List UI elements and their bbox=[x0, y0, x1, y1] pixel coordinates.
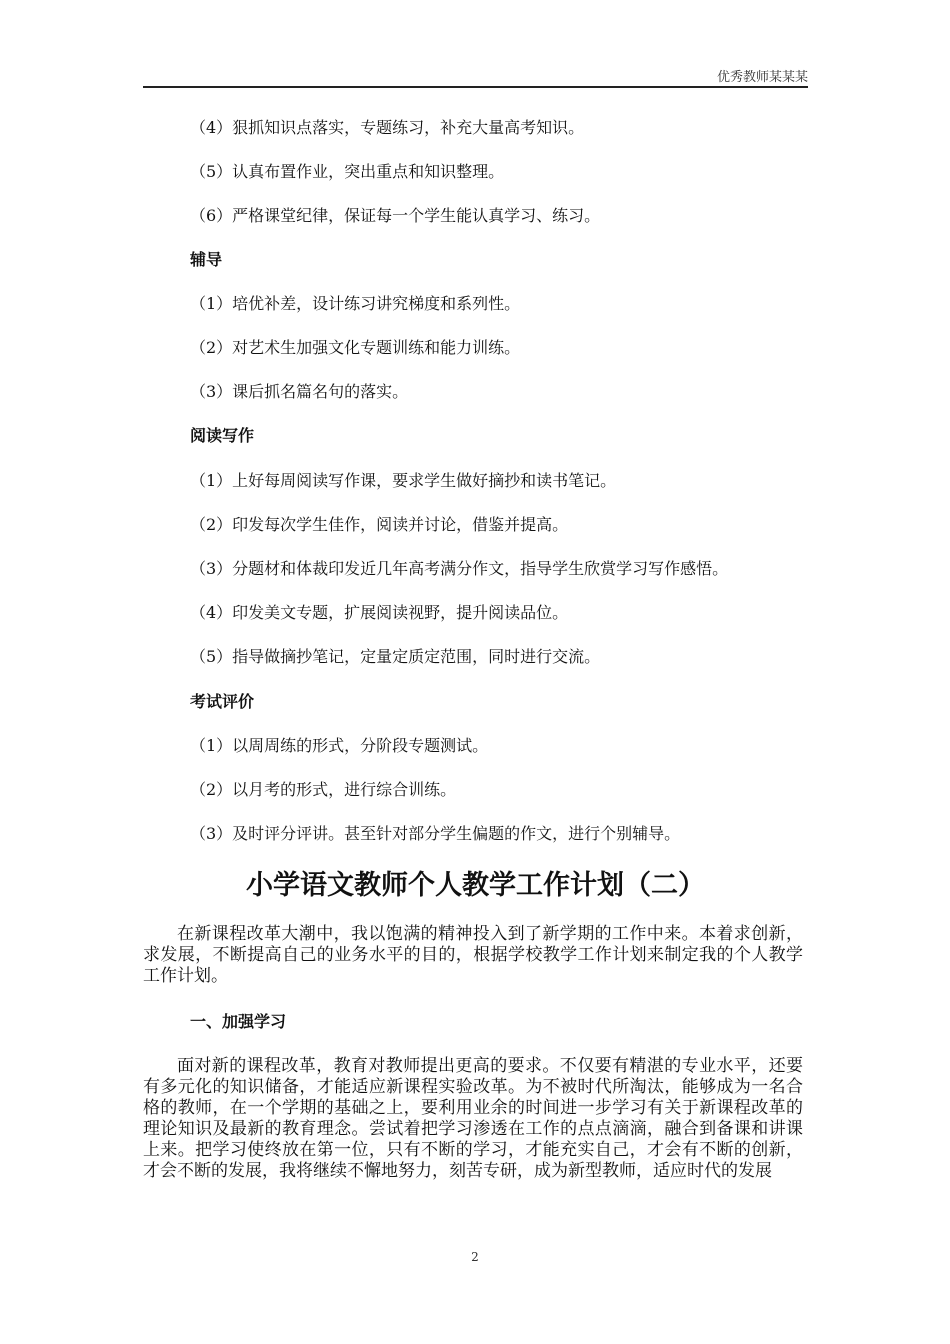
list-item: （4）狠抓知识点落实，专题练习，补充大量高考知识。 bbox=[190, 118, 585, 137]
list-item: （3）分题材和体裁印发近几年高考满分作文，指导学生欣赏学习写作感悟。 bbox=[190, 559, 729, 578]
section-heading: 一、加强学习 bbox=[190, 1012, 287, 1031]
list-item: （2）印发每次学生佳作，阅读并讨论，借鉴并提高。 bbox=[190, 515, 569, 534]
list-item: （2）对艺术生加强文化专题训练和能力训练。 bbox=[190, 338, 521, 357]
list-item: （1）培优补差，设计练习讲究梯度和系列性。 bbox=[190, 294, 521, 313]
list-item: （5）指导做摘抄笔记，定量定质定范围，同时进行交流。 bbox=[190, 647, 601, 666]
list-item: （4）印发美文专题，扩展阅读视野，提升阅读品位。 bbox=[190, 603, 569, 622]
list-item: （5）认真布置作业，突出重点和知识整理。 bbox=[190, 162, 505, 181]
tutoring-heading: 辅导 bbox=[190, 250, 223, 269]
list-item: （2）以月考的形式，进行综合训练。 bbox=[190, 780, 457, 799]
reading-writing-heading: 阅读写作 bbox=[190, 426, 255, 445]
plan-title: 小学语文教师个人教学工作计划（二） bbox=[246, 870, 705, 901]
exam-heading: 考试评价 bbox=[190, 692, 255, 711]
header-author: 优秀教师某某某 bbox=[716, 70, 808, 85]
section-body: 面对新的课程改革，教育对教师提出更高的要求。不仅要有精湛的专业水平，还要有多元化的知识储备，才能适应新课程实验改革。为不被时代所淘汰，能够成为一名合格的教师，在一个学期的基础之上，要利用业余的时间进一步学习有关于新课程改革的理论知识及最新的教育理念。尝试着把学习渗透在工作的点点滴滴，融合到备课和讲课上来。把学习使终放在第一位，只有不断的学习，才能充实自己，才会有不断的创新，才会不断的发展，我将继续不懈地努力，刻苦专研，成为新型教师，适应时代的发展 bbox=[143, 1056, 803, 1181]
list-item: （6）严格课堂纪律，保证每一个学生能认真学习、练习。 bbox=[190, 206, 601, 225]
intro-paragraph: 在新课程改革大潮中，我以饱满的精神投入到了新学期的工作中来。本着求创新，求发展，不断提高自己的业务水平的目的，根据学校教学工作计划来制定我的个人教学工作计划。 bbox=[143, 924, 803, 986]
list-item: （1）上好每周阅读写作课，要求学生做好摘抄和读书笔记。 bbox=[190, 471, 617, 490]
list-item: （3）课后抓名篇名句的落实。 bbox=[190, 382, 409, 401]
page-number: 2 bbox=[471, 1250, 479, 1264]
header-rule bbox=[143, 86, 808, 88]
list-item: （1）以周周练的形式，分阶段专题测试。 bbox=[190, 736, 489, 755]
list-item: （3）及时评分评讲。甚至针对部分学生偏题的作文，进行个别辅导。 bbox=[190, 824, 681, 843]
